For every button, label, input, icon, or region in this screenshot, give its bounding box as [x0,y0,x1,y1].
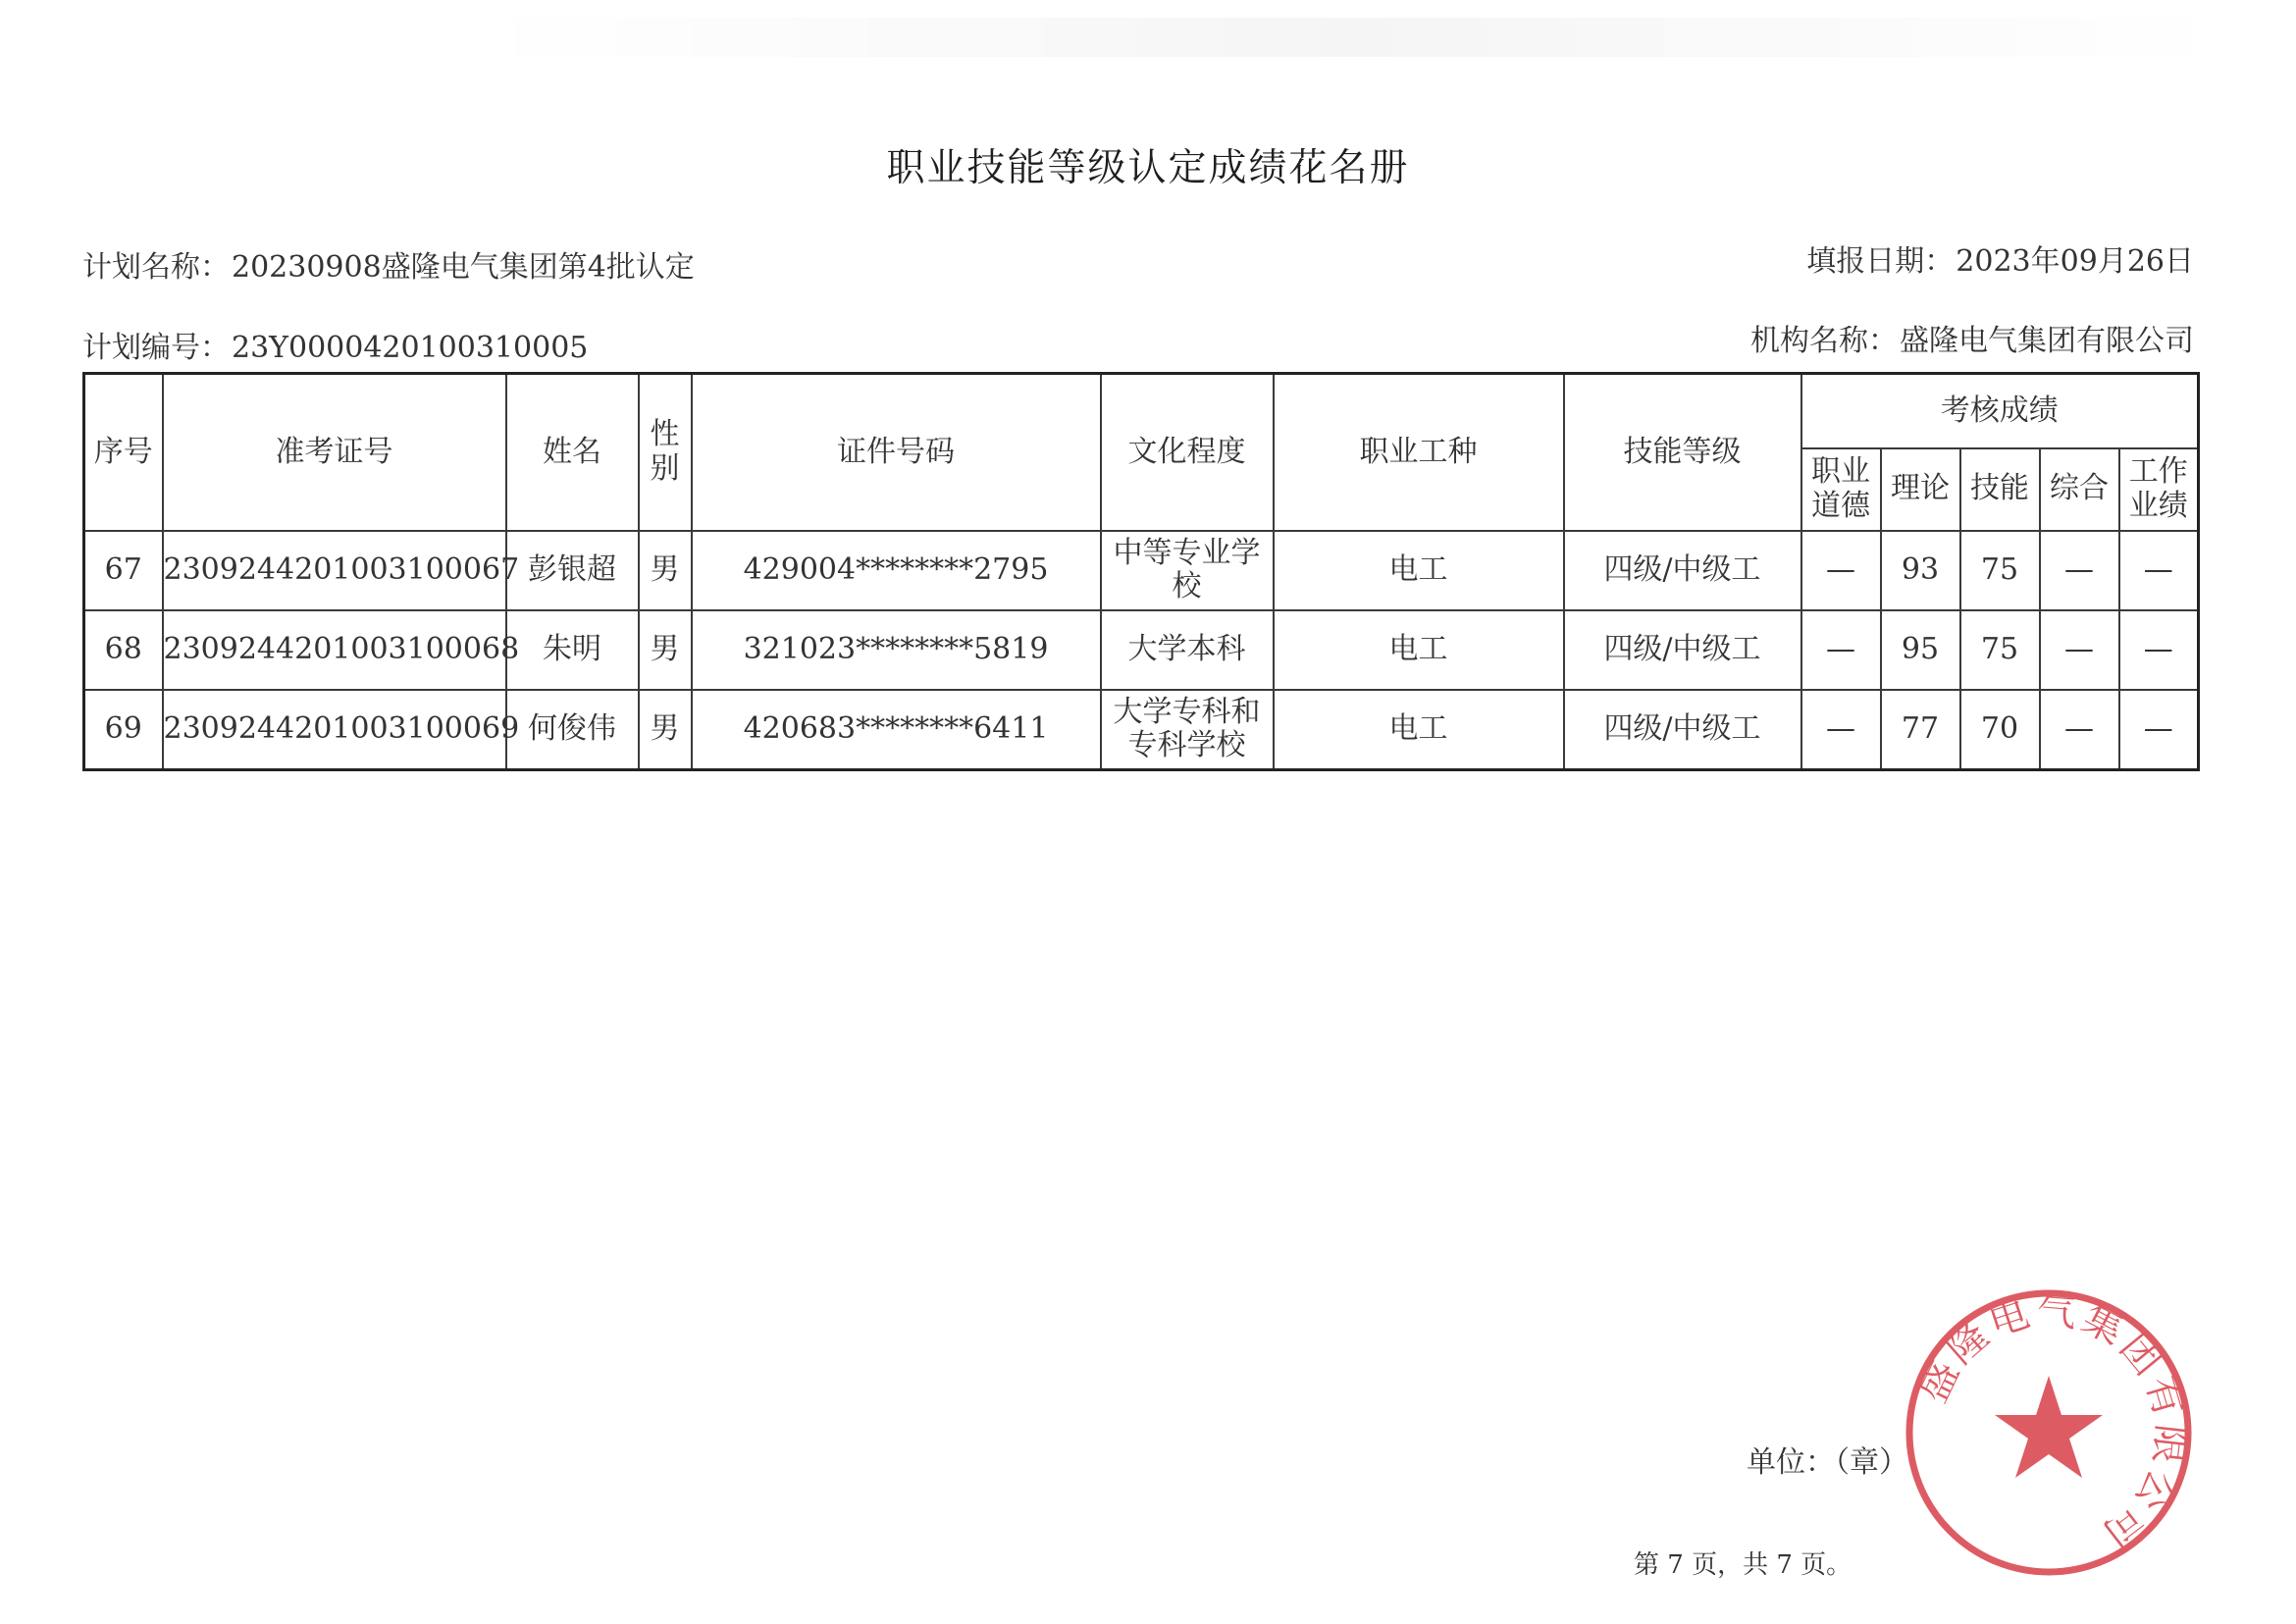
cell-education [1101,610,1274,690]
cell-overall: — [2040,610,2119,690]
header-skill: 技能 [1960,448,2040,531]
cell-occupation: 电工 [1274,610,1564,690]
plan-name-label: 计划名称： [82,250,230,285]
unit-seal-label: 单位：（章） [1747,1445,1908,1480]
cell-seq: 67 [84,531,163,610]
header-ethics [1801,448,1881,531]
page-title: 职业技能等级认定成绩花名册 [886,146,1410,190]
header-overall: 综合 [2040,448,2119,531]
header-skill-level: 技能等级 [1564,374,1801,531]
company-seal-stamp [1902,1285,2196,1580]
plan-no-label: 计划编号： [82,331,230,365]
header-performance-text: 工作业绩 [2128,454,2188,523]
cell-exam-no: 2309244201003100067 [163,531,506,610]
header-exam-no: 准考证号 [163,374,506,531]
table-row [84,610,2199,690]
cell-name: 彭银超 [506,531,639,610]
scan-artifact [471,18,2237,57]
cell-skill-level: 四级/中级工 [1564,690,1801,770]
cell-ethics: — [1801,610,1881,690]
seal-star-icon [1995,1376,2103,1478]
fill-date-value: 2023年09月26日 [1956,244,2194,279]
fill-date [1806,236,2194,280]
table-row [84,531,2199,610]
cell-skill-level: 四级/中级工 [1564,610,1801,690]
header-scores-group: 考核成绩 [1801,374,2199,448]
cell-gender: 男 [639,690,692,770]
cell-gender: 男 [639,531,692,610]
cell-name: 何俊伟 [506,690,639,770]
header-id-no: 证件号码 [692,374,1101,531]
cell-performance: — [2119,531,2199,610]
cell-occupation: 电工 [1274,531,1564,610]
header-gender-text: 性别 [650,417,680,486]
cell-education [1101,531,1274,610]
cell-education-text: 中等专业学校 [1113,535,1261,603]
cell-overall: — [2040,690,2119,770]
cell-performance: — [2119,690,2199,770]
plan-no [82,323,588,366]
header-name: 姓名 [506,374,639,531]
cell-exam-no: 2309244201003100068 [163,610,506,690]
header-performance [2119,448,2199,531]
fill-date-label: 填报日期： [1806,244,1955,279]
seal-text-path: 盛隆电气集团有限公司 [1910,1287,2194,1560]
cell-skill: 70 [1960,690,2040,770]
cell-skill-level: 四级/中级工 [1564,531,1801,610]
cell-ethics: — [1801,690,1881,770]
org-name-value: 盛隆电气集团有限公司 [1900,324,2194,358]
header-ethics-text: 职业道德 [1811,454,1870,523]
cell-theory: 93 [1881,531,1960,610]
cell-seq: 69 [84,690,163,770]
header-occupation: 职业工种 [1274,374,1564,531]
org-name [1750,316,2194,359]
table-row [84,690,2199,770]
score-roster-table [82,372,2200,771]
header-theory: 理论 [1881,448,1960,531]
cell-theory: 77 [1881,690,1960,770]
header-education: 文化程度 [1101,374,1274,531]
plan-name [82,242,695,286]
cell-education [1101,690,1274,770]
header-gender [639,374,692,531]
cell-education-text: 大学本科 [1127,631,1246,666]
cell-skill: 75 [1960,610,2040,690]
header-seq: 序号 [84,374,163,531]
cell-skill: 75 [1960,531,2040,610]
cell-id-no: 420683********6411 [692,690,1101,770]
cell-occupation: 电工 [1274,690,1564,770]
cell-ethics: — [1801,531,1881,610]
cell-performance: — [2119,610,2199,690]
cell-overall: — [2040,531,2119,610]
cell-gender: 男 [639,610,692,690]
page-number: 第 7 页，共 7 页。 [1634,1550,1852,1580]
cell-id-no: 321023********5819 [692,610,1101,690]
cell-education-text: 大学专科和专科学校 [1113,694,1261,762]
org-name-label: 机构名称： [1750,324,1898,358]
cell-id-no: 429004********2795 [692,531,1101,610]
cell-exam-no: 2309244201003100069 [163,690,506,770]
cell-name: 朱明 [506,610,639,690]
plan-name-value: 20230908盛隆电气集团第4批认定 [232,250,695,285]
cell-seq: 68 [84,610,163,690]
cell-theory: 95 [1881,610,1960,690]
plan-no-value: 23Y0000420100310005 [232,331,589,365]
